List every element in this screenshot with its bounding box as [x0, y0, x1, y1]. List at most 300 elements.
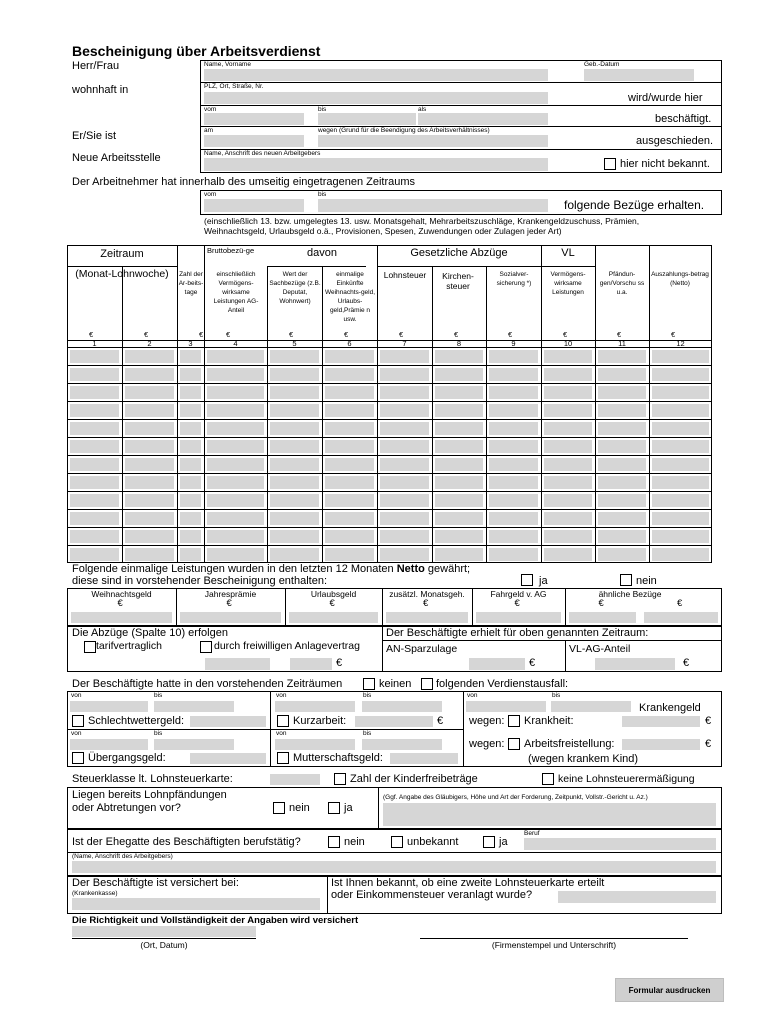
table-cell-r11-c7[interactable] [380, 530, 429, 543]
an-sparzulage-field[interactable] [469, 658, 525, 670]
table-cell-r4-c5[interactable] [270, 404, 319, 417]
geb-datum-field[interactable] [584, 69, 694, 81]
table-cell-r1-c3[interactable] [180, 350, 201, 363]
arbeitsfrei-field[interactable] [622, 739, 700, 750]
table-cell-r3-c6[interactable] [325, 386, 374, 399]
table-cell-r1-c6[interactable] [325, 350, 374, 363]
pfaendung-q2: oder Abtretungen vor? [72, 802, 181, 814]
steuerklasse-field[interactable] [270, 774, 320, 785]
table-cell-r10-c7[interactable] [380, 512, 429, 525]
vl-ag-label: VL-AG-Anteil [569, 643, 631, 655]
table-cell-r2-c1[interactable] [70, 368, 119, 381]
table-cell-r4-c3[interactable] [180, 404, 201, 417]
er-sie-ist-label: Er/Sie ist [72, 130, 117, 142]
versichert-label: Der Beschäftigte ist versichert bei: [72, 877, 239, 889]
folgenden-label: folgenden Verdienstausfall: [436, 678, 569, 690]
table-cell-r8-c11[interactable] [598, 476, 646, 489]
pfaendung-field[interactable] [383, 803, 716, 826]
zeitraum-note-2: Weihnachtsgeld, Urlaubsgeld o.ä., Provisionen, Spesen, Zuwendungen oder Zulagen jeder Art) [204, 226, 562, 236]
table-cell-r6-c3[interactable] [180, 440, 201, 453]
table-cell-r2-c12[interactable] [652, 368, 709, 381]
table-cell-r4-c12[interactable] [652, 404, 709, 417]
table-cell-r7-c2[interactable] [125, 458, 174, 471]
table-cell-r8-c2[interactable] [125, 476, 174, 489]
col-12-number: 12 [676, 339, 685, 348]
table-cell-r3-c8[interactable] [435, 386, 483, 399]
beschaeftigt-bis-field[interactable] [318, 113, 416, 125]
table-cell-r2-c3[interactable] [180, 368, 201, 381]
einmalig-ja-checkbox[interactable] [521, 574, 533, 586]
table-cell-r12-c4[interactable] [207, 548, 264, 561]
pfaendung-q1: Liegen bereits Lohnpfändungen [72, 789, 227, 801]
zeitraum-bis-field[interactable] [318, 199, 548, 212]
krank-von-field[interactable] [466, 701, 546, 712]
mutterschaft-checkbox[interactable] [277, 752, 289, 764]
col-9-number: 9 [511, 339, 516, 348]
table-cell-r11-c2[interactable] [125, 530, 174, 543]
col-abzuege-header: Gesetzliche Abzüge [410, 247, 508, 259]
ausgeschieden-text: ausgeschieden. [636, 135, 714, 147]
table-cell-r11-c10[interactable] [544, 530, 592, 543]
ehegatte-ag-field[interactable] [72, 861, 716, 873]
keinen-label: keinen [379, 678, 412, 690]
table-cell-r9-c7[interactable] [380, 494, 429, 507]
col-5-label: Wert der Sachbezüge (z.B. Deputat, Wohnwert) [269, 271, 321, 305]
col-7-label: Lohnsteuer [383, 270, 427, 280]
freiwillig-checkbox[interactable] [200, 641, 212, 653]
bezuege-text: folgende Bezüge erhalten. [564, 198, 705, 212]
table-cell-r5-c2[interactable] [125, 422, 174, 435]
address-field[interactable] [204, 92, 548, 104]
table-cell-r12-c9[interactable] [489, 548, 538, 561]
uebergang-von-field[interactable] [70, 739, 148, 750]
table-cell-r7-c8[interactable] [435, 458, 483, 471]
einmalig-ja-label: ja [539, 575, 548, 587]
table-cell-r6-c10[interactable] [544, 440, 592, 453]
keinen-checkbox[interactable] [363, 678, 375, 690]
table-cell-r9-c10[interactable] [544, 494, 592, 507]
table-cell-r1-c1[interactable] [70, 350, 119, 363]
krank-von-label: von [467, 692, 478, 699]
table-cell-r6-c5[interactable] [270, 440, 319, 453]
table-cell-r7-c1[interactable] [70, 458, 119, 471]
an-sparzulage-euro: € [529, 657, 536, 669]
col-9-unit: € [508, 330, 513, 339]
table-cell-r8-c7[interactable] [380, 476, 429, 489]
table-cell-r12-c8[interactable] [435, 548, 483, 561]
table-cell-r6-c8[interactable] [435, 440, 483, 453]
einmalig-item-unit: € [117, 598, 123, 609]
ehegatte-unbekannt-checkbox[interactable] [391, 836, 403, 848]
pfaendung-nein-checkbox[interactable] [273, 802, 285, 814]
neuer-ag-field[interactable] [204, 158, 548, 171]
arbeitsfrei-checkbox[interactable] [508, 738, 520, 750]
ehegatte-ja-checkbox[interactable] [483, 836, 495, 848]
pfaendung-ja-checkbox[interactable] [328, 802, 340, 814]
versicherung-text: Die Richtigkeit und Vollständigkeit der Angaben wird versichert [72, 915, 359, 926]
table-cell-r9-c8[interactable] [435, 494, 483, 507]
table-cell-r6-c9[interactable] [489, 440, 538, 453]
kurzarbeit-checkbox[interactable] [277, 715, 289, 727]
table-cell-r1-c9[interactable] [489, 350, 538, 363]
table-cell-r3-c12[interactable] [652, 386, 709, 399]
einmalig-item-field[interactable] [644, 612, 718, 623]
wohnhaft-label: wohnhaft in [72, 84, 129, 96]
table-cell-r11-c11[interactable] [598, 530, 646, 543]
table-cell-r6-c6[interactable] [325, 440, 374, 453]
table-cell-r10-c2[interactable] [125, 512, 174, 525]
table-cell-r9-c1[interactable] [70, 494, 119, 507]
schlechtwetter-label: Schlechtwettergeld: [88, 715, 184, 727]
table-cell-r3-c5[interactable] [270, 386, 319, 399]
ehegatte-question: Ist der Ehegatte des Beschäftigten berufstätig? [72, 836, 301, 848]
table-cell-r8-c4[interactable] [207, 476, 264, 489]
table-cell-r12-c3[interactable] [180, 548, 201, 561]
mutter-bis-field[interactable] [362, 739, 442, 750]
table-cell-r4-c9[interactable] [489, 404, 538, 417]
krankenkasse-field[interactable] [72, 898, 320, 910]
table-cell-r7-c11[interactable] [598, 458, 646, 471]
table-cell-r7-c5[interactable] [270, 458, 319, 471]
mutter-von-label: von [276, 730, 287, 737]
table-cell-r10-c1[interactable] [70, 512, 119, 525]
table-cell-r7-c6[interactable] [325, 458, 374, 471]
table-cell-r1-c10[interactable] [544, 350, 592, 363]
zeitraum-vom-field[interactable] [204, 199, 304, 212]
table-cell-r9-c3[interactable] [180, 494, 201, 507]
einmalig-nein-checkbox[interactable] [620, 574, 632, 586]
table-cell-r9-c2[interactable] [125, 494, 174, 507]
table-cell-r7-c10[interactable] [544, 458, 592, 471]
table-cell-r6-c7[interactable] [380, 440, 429, 453]
table-cell-r7-c4[interactable] [207, 458, 264, 471]
table-cell-r1-c12[interactable] [652, 350, 709, 363]
table-cell-r12-c5[interactable] [270, 548, 319, 561]
table-cell-r3-c10[interactable] [544, 386, 592, 399]
table-cell-r8-c3[interactable] [180, 476, 201, 489]
table-cell-r10-c9[interactable] [489, 512, 538, 525]
col-vl-header: VL [561, 247, 575, 259]
table-cell-r5-c10[interactable] [544, 422, 592, 435]
table-cell-r1-c8[interactable] [435, 350, 483, 363]
table-cell-r5-c3[interactable] [180, 422, 201, 435]
table-cell-r5-c6[interactable] [325, 422, 374, 435]
table-cell-r11-c5[interactable] [270, 530, 319, 543]
table-cell-r10-c12[interactable] [652, 512, 709, 525]
table-cell-r8-c8[interactable] [435, 476, 483, 489]
table-cell-r2-c11[interactable] [598, 368, 646, 381]
table-cell-r12-c2[interactable] [125, 548, 174, 561]
table-cell-r1-c2[interactable] [125, 350, 174, 363]
erhielt-label: Der Beschäftigte erhielt für oben genannten Zeitraum: [386, 627, 649, 639]
col-4-unit: € [226, 330, 231, 339]
einmalig-item-label: Weihnachtsgeld [91, 589, 152, 599]
name-vorname-field[interactable] [204, 69, 548, 81]
col-zeitraum-header: Zeitraum [100, 248, 144, 260]
pfaendung-nein-label: nein [289, 802, 310, 814]
ort-datum-label: (Ort, Datum) [140, 940, 188, 950]
table-cell-r8-c12[interactable] [652, 476, 709, 489]
col-11-label: Pfändun-gen/Vorschu ss u.a. [599, 271, 645, 296]
col-3-number: 3 [188, 339, 193, 348]
table-cell-r2-c6[interactable] [325, 368, 374, 381]
table-cell-r12-c6[interactable] [325, 548, 374, 561]
table-cell-r12-c7[interactable] [380, 548, 429, 561]
table-cell-r3-c2[interactable] [125, 386, 174, 399]
beschaeftigt-als-field[interactable] [418, 113, 548, 125]
table-cell-r9-c12[interactable] [652, 494, 709, 507]
table-cell-r6-c12[interactable] [652, 440, 709, 453]
kurzarbeit-label: Kurzarbeit: [293, 715, 347, 727]
einmalig-item-unit: € [677, 598, 683, 609]
arbeitsfrei-label: Arbeitsfreistellung: [524, 738, 615, 750]
beschaeftigt-text: beschäftigt. [655, 113, 712, 125]
krankheit-euro: € [705, 715, 712, 727]
table-cell-r3-c1[interactable] [70, 386, 119, 399]
col-11-number: 11 [618, 339, 626, 348]
table-cell-r11-c3[interactable] [180, 530, 201, 543]
col-8-label: Kirchen-steuer [442, 271, 474, 291]
kurzarbeit-euro: € [437, 715, 444, 727]
schlecht-von-field[interactable] [70, 701, 148, 712]
table-cell-r5-c7[interactable] [380, 422, 429, 435]
table-cell-r3-c7[interactable] [380, 386, 429, 399]
table-cell-r8-c1[interactable] [70, 476, 119, 489]
einmalig-item-field[interactable] [180, 612, 281, 623]
kurz-bis-label: bis [363, 692, 372, 699]
table-cell-r11-c9[interactable] [489, 530, 538, 543]
table-cell-r6-c2[interactable] [125, 440, 174, 453]
col-3-unit: € [199, 330, 204, 339]
table-cell-r10-c5[interactable] [270, 512, 319, 525]
einmalig-item-unit: € [226, 598, 232, 609]
table-cell-r5-c4[interactable] [207, 422, 264, 435]
table-cell-r1-c5[interactable] [270, 350, 319, 363]
table-cell-r5-c11[interactable] [598, 422, 646, 435]
vom-label: vom [204, 106, 217, 113]
schlechtwetter-checkbox[interactable] [72, 715, 84, 727]
mutterschaft-label: Mutterschaftsgeld: [293, 752, 383, 764]
uebergang-bis-field[interactable] [154, 739, 234, 750]
col-6-number: 6 [347, 339, 352, 348]
table-cell-r4-c11[interactable] [598, 404, 646, 417]
schlechtwetter-field[interactable] [190, 716, 266, 727]
neue-arbeitsstelle-label: Neue Arbeitsstelle [72, 152, 161, 164]
col-12-label: Auszahlungs-betrag (Netto) [651, 271, 709, 287]
table-cell-r5-c8[interactable] [435, 422, 483, 435]
einmalig-item-field[interactable] [289, 612, 378, 623]
pfaendung-hint: (Ggf. Angabe des Gläubigers, Höhe und Art der Forderung, Zeitpunkt, Vollstr.-Gericht u. Az.) [383, 794, 648, 801]
table-cell-r10-c6[interactable] [325, 512, 374, 525]
einmalig-item-label: Jahresprämie [204, 589, 257, 599]
beschaeftigt-vom-field[interactable] [204, 113, 304, 125]
col-4-label: einschließlich Vermögens-wirksame Leistungen AG-Anteil [213, 271, 259, 314]
col-2-unit: € [144, 330, 149, 339]
ort-datum-field[interactable] [72, 926, 256, 937]
folgenden-checkbox[interactable] [421, 678, 433, 690]
table-cell-r2-c8[interactable] [435, 368, 483, 381]
ehegatte-nein-checkbox[interactable] [328, 836, 340, 848]
table-cell-r4-c1[interactable] [70, 404, 119, 417]
col-7-number: 7 [402, 339, 407, 348]
table-cell-r10-c3[interactable] [180, 512, 201, 525]
krankengeld-label: Krankengeld [639, 702, 701, 714]
table-cell-r10-c10[interactable] [544, 512, 592, 525]
page-title: Bescheinigung über Arbeitsverdienst [72, 43, 321, 59]
ausgeschieden-am-field[interactable] [204, 135, 304, 147]
table-cell-r10-c11[interactable] [598, 512, 646, 525]
col-10-unit: € [563, 330, 568, 339]
schlecht-bis-label: bis [154, 692, 163, 699]
table-cell-r11-c12[interactable] [652, 530, 709, 543]
table-cell-r1-c4[interactable] [207, 350, 264, 363]
table-cell-r9-c6[interactable] [325, 494, 374, 507]
table-cell-r5-c12[interactable] [652, 422, 709, 435]
table-cell-r6-c4[interactable] [207, 440, 264, 453]
table-cell-r10-c4[interactable] [207, 512, 264, 525]
table-cell-r5-c9[interactable] [489, 422, 538, 435]
abzuege-left-field[interactable] [205, 658, 270, 670]
table-cell-r2-c4[interactable] [207, 368, 264, 381]
kurzarbeit-field[interactable] [355, 716, 433, 727]
col-9-label: Sozialver-sicherung *) [496, 271, 532, 287]
table-cell-r11-c8[interactable] [435, 530, 483, 543]
col-4-number: 4 [233, 339, 238, 348]
table-cell-r3-c3[interactable] [180, 386, 201, 399]
uebergang-von-label: von [71, 730, 82, 737]
table-cell-r9-c9[interactable] [489, 494, 538, 507]
table-cell-r9-c4[interactable] [207, 494, 264, 507]
nicht-bekannt-checkbox[interactable] [604, 158, 616, 170]
zweite-karte-q1: Ist Ihnen bekannt, ob eine zweite Lohnsteuerkarte erteilt [331, 877, 605, 889]
neuer-ag-label: Name, Anschrift des neuen Arbeitgebers [204, 150, 321, 157]
krankheit-field[interactable] [622, 716, 700, 727]
table-cell-r7-c9[interactable] [489, 458, 538, 471]
table-cell-r8-c6[interactable] [325, 476, 374, 489]
kinder-checkbox[interactable] [334, 773, 346, 785]
table-cell-r11-c1[interactable] [70, 530, 119, 543]
beruf-field[interactable] [524, 838, 716, 850]
table-cell-r3-c9[interactable] [489, 386, 538, 399]
col-5-unit: € [289, 330, 294, 339]
table-cell-r10-c8[interactable] [435, 512, 483, 525]
col-11-unit: € [617, 330, 622, 339]
mutter-von-field[interactable] [275, 739, 355, 750]
zweite-karte-field[interactable] [558, 891, 716, 903]
zeitraum-note-1: (einschließlich 13. bzw. umgelegtes 13. usw. Monatsgehalt, Mehrarbeitszuschläge, Krankengeldzuschuss, Prämien, [204, 216, 640, 226]
table-cell-r12-c1[interactable] [70, 548, 119, 561]
name-vorname-label: Name, Vorname [204, 61, 251, 68]
table-cell-r4-c8[interactable] [435, 404, 483, 417]
plz-ort-label: PLZ, Ort, Straße, Nr. [204, 83, 264, 90]
col-2-number: 2 [147, 339, 152, 348]
herr-frau-label: Herr/Frau [72, 60, 120, 72]
table-cell-r9-c5[interactable] [270, 494, 319, 507]
tarif-checkbox[interactable] [84, 641, 96, 653]
table-cell-r6-c1[interactable] [70, 440, 119, 453]
table-cell-r6-c11[interactable] [598, 440, 646, 453]
ehegatte-unbekannt-label: unbekannt [407, 836, 459, 848]
table-cell-r11-c6[interactable] [325, 530, 374, 543]
krankheit-checkbox[interactable] [508, 715, 520, 727]
abzuege-euro: € [336, 657, 343, 669]
table-cell-r12-c10[interactable] [544, 548, 592, 561]
table-cell-r7-c12[interactable] [652, 458, 709, 471]
col-10-number: 10 [563, 339, 573, 348]
ausfall-intro: Der Beschäftigte hatte in den vorstehenden Zeiträumen [72, 678, 343, 690]
krankheit-label: Krankheit: [524, 715, 574, 727]
col-monat-header: (Monat-Lohnwoche) [75, 268, 169, 280]
table-cell-r4-c2[interactable] [125, 404, 174, 417]
table-cell-r3-c4[interactable] [207, 386, 264, 399]
table-cell-r12-c11[interactable] [598, 548, 646, 561]
table-cell-r5-c1[interactable] [70, 422, 119, 435]
einmalig-item-field[interactable] [476, 612, 561, 623]
table-cell-r9-c11[interactable] [598, 494, 646, 507]
beruf-label: Beruf [524, 830, 540, 837]
table-cell-r3-c11[interactable] [598, 386, 646, 399]
einmalig-item-unit: € [514, 598, 520, 609]
keine-ermaessigung-label: keine Lohnsteuerermäßigung [558, 773, 695, 785]
uebergang-checkbox[interactable] [72, 752, 84, 764]
table-cell-r7-c7[interactable] [380, 458, 429, 471]
ehegatte-ja-label: ja [499, 836, 508, 848]
table-cell-r8-c9[interactable] [489, 476, 538, 489]
table-cell-r8-c10[interactable] [544, 476, 592, 489]
table-cell-r2-c10[interactable] [544, 368, 592, 381]
col-8-unit: € [454, 330, 459, 339]
mutterschaft-field[interactable] [390, 753, 458, 764]
table-cell-r2-c9[interactable] [489, 368, 538, 381]
kurz-von-field[interactable] [275, 701, 355, 712]
als-label: als [418, 106, 427, 113]
uebergang-label: Übergangsgeld: [88, 752, 166, 764]
einmalig-line-2: diese sind in vorstehender Bescheinigung enthalten: [72, 575, 328, 587]
table-cell-r1-c11[interactable] [598, 350, 646, 363]
krank-bis-field[interactable] [551, 701, 631, 712]
zeitraum-bis-label: bis [318, 191, 327, 198]
table-cell-r1-c7[interactable] [380, 350, 429, 363]
einmalig-item-field[interactable] [569, 612, 636, 623]
zeitraum-intro: Der Arbeitnehmer hat innerhalb des umseitig eingetragenen Zeitraums [72, 176, 416, 188]
table-cell-r12-c12[interactable] [652, 548, 709, 561]
table-cell-r4-c6[interactable] [325, 404, 374, 417]
uebergang-bis-label: bis [154, 730, 163, 737]
einmalig-item-field[interactable] [386, 612, 468, 623]
einmalig-item-label: ähnliche Bezüge [598, 589, 662, 599]
table-cell-r4-c7[interactable] [380, 404, 429, 417]
keine-ermaessigung-checkbox[interactable] [542, 773, 554, 785]
uebergang-field[interactable] [190, 753, 266, 764]
table-cell-r4-c10[interactable] [544, 404, 592, 417]
table-cell-r5-c5[interactable] [270, 422, 319, 435]
table-cell-r7-c3[interactable] [180, 458, 201, 471]
col-10-label: Vermögens-wirksame Leistungen [550, 271, 586, 296]
table-cell-r11-c4[interactable] [207, 530, 264, 543]
print-form-button[interactable]: Formular ausdrucken [615, 978, 724, 1002]
schlecht-bis-field[interactable] [154, 701, 234, 712]
table-cell-r8-c5[interactable] [270, 476, 319, 489]
grund-field[interactable] [318, 135, 548, 147]
table-cell-r4-c4[interactable] [207, 404, 264, 417]
table-cell-r2-c7[interactable] [380, 368, 429, 381]
abzuege-amount-field[interactable] [290, 658, 332, 670]
einmalig-item-field[interactable] [71, 612, 172, 623]
table-cell-r2-c2[interactable] [125, 368, 174, 381]
vl-ag-field[interactable] [595, 658, 675, 670]
table-cell-r2-c5[interactable] [270, 368, 319, 381]
kurz-bis-field[interactable] [362, 701, 442, 712]
